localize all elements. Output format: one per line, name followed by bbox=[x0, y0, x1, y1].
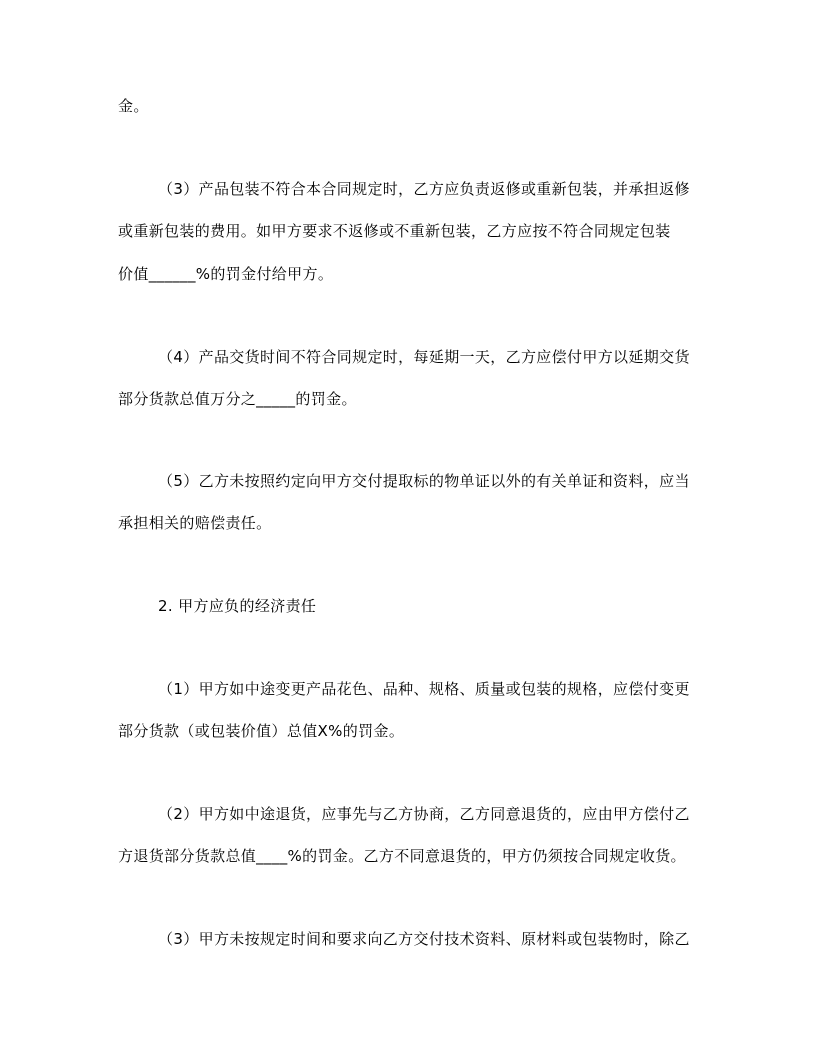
clause-3-line-3: 价值______%的罚金付给甲方。 bbox=[118, 265, 334, 283]
clause-3-line-2: 或重新包装的费用。如甲方要求不返修或不重新包装，乙方应按不符合同规定包装 bbox=[118, 222, 671, 240]
clause-4-line-1: （4）产品交货时间不符合同规定时，每延期一天，乙方应偿付甲方以延期交货 bbox=[158, 348, 690, 366]
section2-clause-3-line-1: （3）甲方未按规定时间和要求向乙方交付技术资料、原材料或包装物时，除乙 bbox=[158, 930, 690, 948]
section2-clause-1-line-2: 部分货款（或包装价值）总值X%的罚金。 bbox=[118, 722, 405, 740]
section2-clause-1-line-1: （1）甲方如中途变更产品花色、品种、规格、质量或包装的规格，应偿付变更 bbox=[158, 680, 690, 698]
section2-clause-2-line-1: （2）甲方如中途退货，应事先与乙方协商，乙方同意退货的，应由甲方偿付乙 bbox=[158, 805, 690, 823]
section-heading: 2. 甲方应负的经济责任 bbox=[158, 597, 317, 615]
text-line: 金。 bbox=[118, 97, 149, 115]
clause-5-line-1: （5）乙方未按照约定向甲方交付提取标的物单证以外的有关单证和资料，应当 bbox=[158, 472, 690, 490]
clause-4-line-2: 部分货款总值万分之_____的罚金。 bbox=[118, 390, 357, 408]
clause-5-line-2: 承担相关的赔偿责任。 bbox=[118, 514, 272, 532]
clause-3-line-1: （3）产品包装不符合本合同规定时，乙方应负责返修或重新包装，并承担返修 bbox=[158, 180, 690, 198]
section2-clause-2-line-2: 方退货部分货款总值____%的罚金。乙方不同意退货的，甲方仍须按合同规定收货。 bbox=[118, 847, 686, 865]
